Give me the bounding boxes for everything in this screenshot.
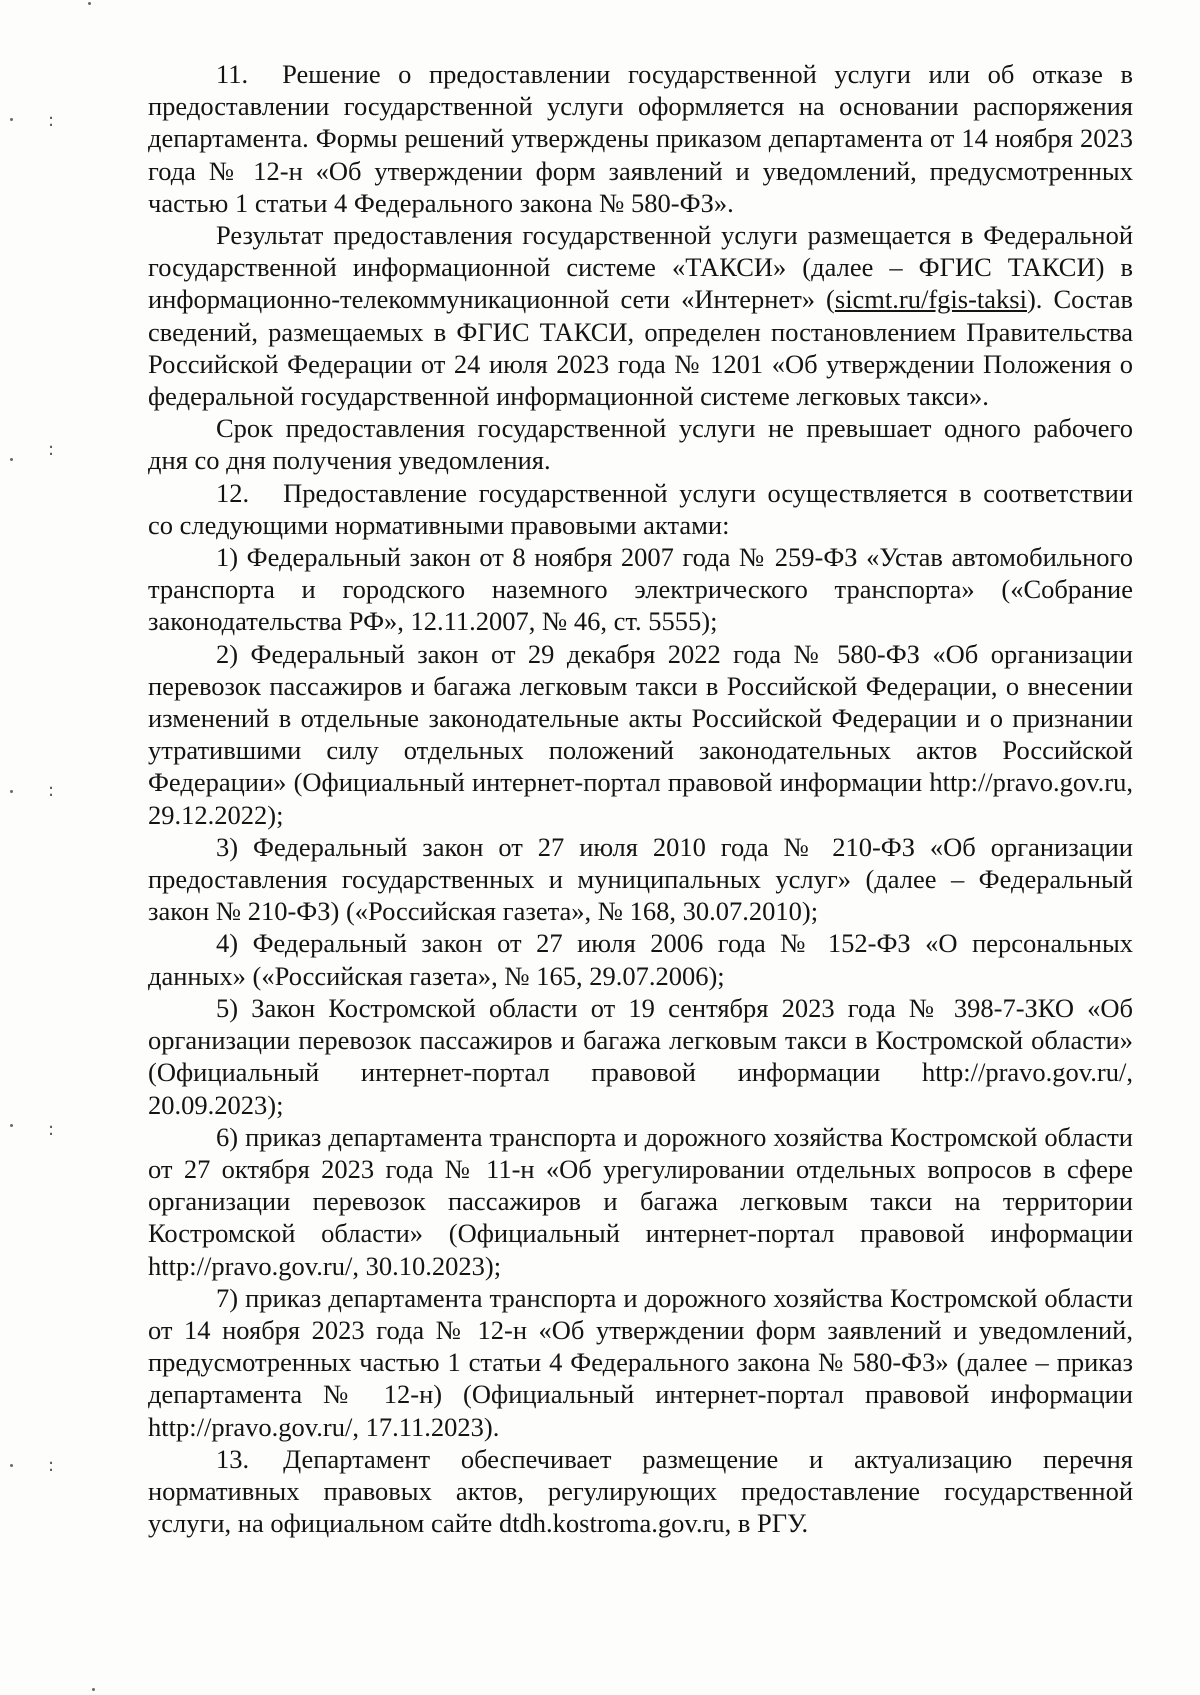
- paragraph-12: [148, 477, 1133, 541]
- scan-margin-mark: :: [48, 439, 55, 460]
- list-item-law-580: [148, 638, 1133, 831]
- paragraph-service-term: [148, 412, 1133, 476]
- list-item-regional-law-398: [148, 992, 1133, 1121]
- scan-speck: [10, 458, 13, 461]
- list-item-text: 3) Федеральный закон от 27 июля 2010 года № 210-ФЗ «Об организации предоставления государственных и муниципальных услуг» (далее – Федеральный закон № 210-ФЗ) («Российская газета», № 168, 30.07.2010);: [148, 831, 1133, 927]
- paragraph-number: 12.: [216, 477, 250, 508]
- list-item-law-210: [148, 831, 1133, 928]
- list-item-law-259: [148, 541, 1133, 638]
- list-item-text: 2) Федеральный закон от 29 декабря 2022 года № 580-ФЗ «Об организации перевозок пассажиров и багажа легковым такси в Российской Федерации, о внесении изменений в отдельные законодательные акты Российской Федерации и о признании утратившими силу отдельных положений законодательных актов Российской Федерации» (Официальный интернет-портал правовой информации http://pravo.gov.ru, 29.12.2022);: [148, 638, 1133, 830]
- paragraph-result-placement: [148, 219, 1133, 412]
- scan-speck: [10, 1464, 13, 1467]
- paragraph-13: [148, 1443, 1133, 1540]
- paragraph-number: 11.: [216, 59, 249, 89]
- scan-margin-mark: :: [48, 780, 55, 801]
- paragraph-text: Срок предоставления государственной услуги не превышает одного рабочего дня со дня получения уведомления.: [148, 413, 1133, 476]
- scan-speck: [10, 118, 13, 121]
- list-item-text: 1) Федеральный закон от 8 ноября 2007 года № 259-ФЗ «Устав автомобильного транспорта и городского наземного электрического транспорта» («Собрание законодательства РФ», 12.11.2007, № 46, ст. 5555);: [148, 542, 1133, 637]
- list-item-order-12n: [148, 1282, 1133, 1443]
- list-item-law-152: [148, 927, 1133, 991]
- list-item-text: 7) приказ департамента транспорта и дорожного хозяйства Костромской области от 14 ноября 2023 года № 12-н «Об утверждении форм заявлений и уведомлений, предусмотренных частью 1 статьи 4 Федерального закона № 580-ФЗ» (далее – приказ департамента № 12-н) (Официальный интернет-портал правовой информации http://pravo.gov.ru/, 17.11.2023).: [148, 1282, 1133, 1442]
- list-item-order-11n: [148, 1121, 1133, 1282]
- paragraph-text: Решение о предоставлении государственной услуги или об отказе в предоставлении государственной услуги оформляется на основании распоряжения департамента. Формы решений утверждены приказом департамента от 14 ноября 2023 года № 12-н «Об утверждении форм заявлений и уведомлений, предусмотренных частью 1 статьи 4 Федерального закона № 580-ФЗ».: [148, 59, 1133, 218]
- scan-speck: [88, 2, 91, 5]
- fgis-taksi-link[interactable]: sicmt.ru/fgis-taksi: [834, 284, 1027, 315]
- scan-margin-mark: :: [48, 1455, 55, 1476]
- list-item-text: 4) Федеральный закон от 27 июля 2006 года № 152-ФЗ «О персональных данных» («Российская газета», № 165, 29.07.2006);: [148, 928, 1133, 991]
- scan-speck: [10, 790, 13, 793]
- paragraph-text: Предоставление государственной услуги осуществляется в соответствии со следующими нормативными правовыми актами:: [148, 477, 1133, 540]
- list-item-text: 6) приказ департамента транспорта и дорожного хозяйства Костромской области от 27 октября 2023 года № 11-н «Об урегулировании отдельных вопросов в сфере организации перевозок пассажиров и багажа легковым такси на территории Костромской области» (Официальный интернет-портал правовой информации http://pravo.gov.ru/, 30.10.2023);: [148, 1121, 1133, 1281]
- scan-speck: [92, 1688, 95, 1691]
- list-item-text: 5) Закон Костромской области от 19 сентября 2023 года № 398-7-ЗКО «Об организации перевозок пассажиров и багажа легковым такси в Костромской области» (Официальный интернет-портал правовой информации http://pravo.gov.ru/, 20.09.2023);: [148, 992, 1133, 1120]
- scan-margin-mark: :: [48, 110, 55, 131]
- paragraph-text: Результат предоставления государственной услуги размещается в Федеральной государственной информационной системе «ТАКСИ» (далее – ФГИС ТАКСИ) в информационно-телекоммуникационной сети «Интернет» (: [148, 220, 1133, 315]
- scan-speck: [10, 1124, 13, 1127]
- paragraph-text: Департамент обеспечивает размещение и актуализацию перечня нормативных правовых актов, регулирующих предоставление государственной услуги, на официальном сайте dtdh.kostroma.gov.ru, в РГУ.: [148, 1443, 1133, 1539]
- paragraph-number: 13.: [216, 1443, 250, 1474]
- paragraph-11: [148, 58, 1133, 219]
- scan-margin-mark: :: [48, 1119, 55, 1140]
- paragraph-text: ). Состав сведений, размещаемых в ФГИС ТАКСИ, определен постановлением Правительства Российской Федерации от 24 июля 2023 года № 1201 «Об утверждении Положения о федеральной государственной информационной системе легковых такси».: [148, 284, 1133, 412]
- document-body: [148, 58, 1133, 1539]
